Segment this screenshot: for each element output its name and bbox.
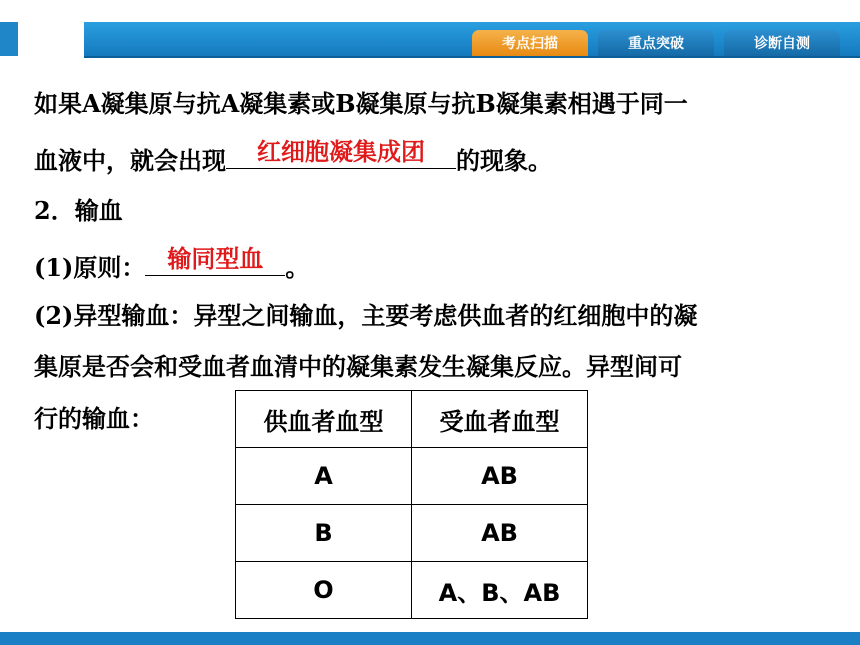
header-donor: 供血者血型: [236, 391, 412, 448]
answer-blank-1: [226, 138, 456, 169]
table-cell-recipient: AB: [412, 448, 588, 505]
table-cell-recipient: AB: [412, 505, 588, 562]
paragraph-line-1: 如果A凝集原与抗A凝集素或B凝集原与抗B凝集素相遇于同一: [34, 89, 688, 118]
tab-zhongdian-tupo[interactable]: 重点突破: [598, 30, 714, 56]
line2-suffix: 的现象。: [456, 146, 552, 175]
table-cell-donor: B: [236, 505, 412, 562]
tab-zhenduan-zice[interactable]: 诊断自测: [724, 30, 840, 56]
table-row: [236, 448, 588, 505]
principle-line: [34, 245, 310, 283]
hetero-line-2: 集原是否会和受血者血清中的凝集素发生凝集反应。异型间可: [34, 352, 682, 381]
table-row: [236, 562, 588, 619]
principle-label: (1)原则：: [34, 253, 146, 282]
table-cell-donor: O: [236, 562, 412, 619]
tab-kaodian-saomiao[interactable]: 考点扫描: [472, 30, 588, 56]
line2-prefix: 血液中，就会出现: [34, 146, 226, 175]
principle-end: 。: [285, 253, 310, 282]
hetero-line-1: (2)异型输血：异型之间输血，主要考虑供血者的红细胞中的凝: [34, 301, 698, 330]
blood-transfusion-table: [235, 390, 588, 619]
answer-text-2: 输同型血: [167, 245, 264, 273]
table-cell-recipient: A、B、AB: [412, 562, 588, 619]
paragraph-line-2: [34, 138, 552, 176]
section-2-title: 2．输血: [34, 196, 123, 225]
answer-text-1: 红细胞凝集成团: [257, 138, 425, 166]
header-left-block: [0, 22, 18, 56]
footer-bar: [0, 632, 860, 645]
header-recipient: 受血者血型: [412, 391, 588, 448]
header-bar-underline: [84, 56, 860, 58]
table-row: [236, 505, 588, 562]
table-header-row: [236, 391, 588, 448]
table-cell-donor: A: [236, 448, 412, 505]
hetero-line-3: 行的输血：: [34, 404, 154, 433]
answer-blank-2: [145, 245, 285, 276]
